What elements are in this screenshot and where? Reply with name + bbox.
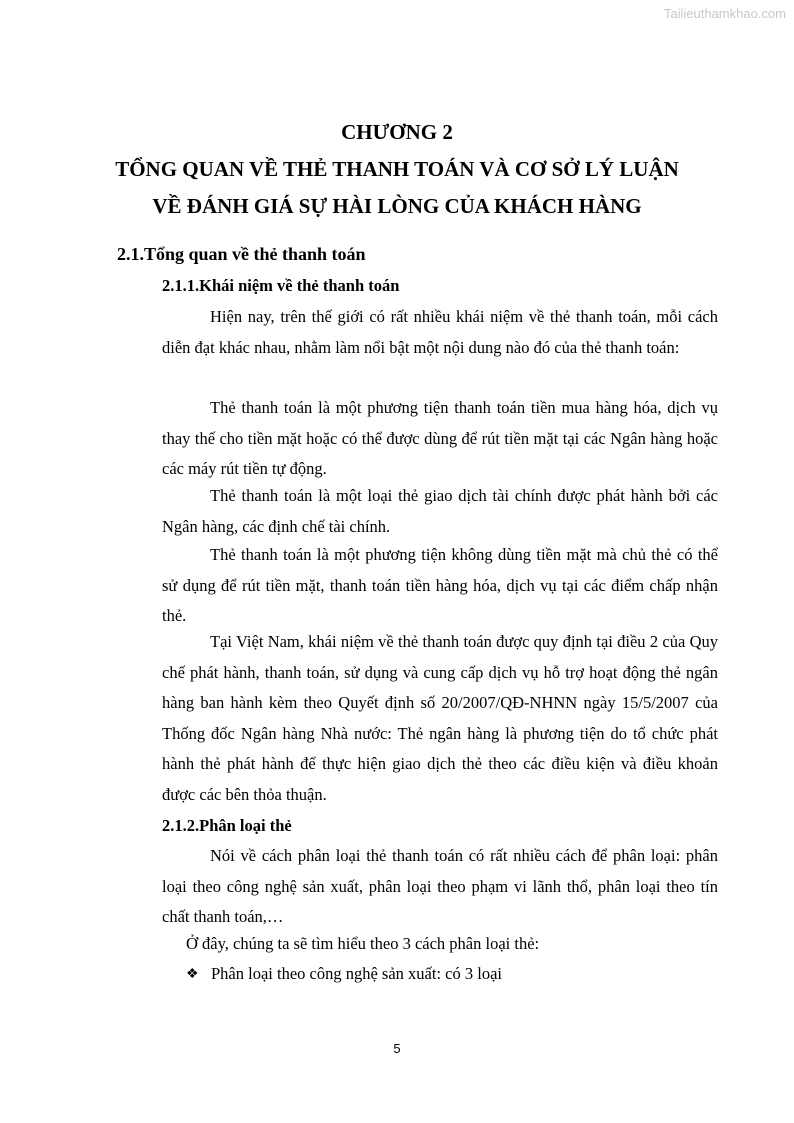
intro-line: Ở đây, chúng ta sẽ tìm hiểu theo 3 cách phân loại thẻ: [186, 934, 540, 953]
diamond-bullet-icon: ❖ [186, 967, 199, 982]
subsection-heading-1: 2.1.1.Khái niệm về thẻ thanh toán [162, 276, 400, 295]
paragraph: Nói về cách phân loại thẻ thanh toán có rất nhiều cách để phân loại: phân loại theo công nghệ sản xuất, phân loại theo phạm vi lãnh thổ, phân loại theo tín chất thanh toán,… [162, 846, 718, 926]
page-number: 5 [393, 1041, 401, 1056]
paragraph: Thẻ thanh toán là một loại thẻ giao dịch tài chính được phát hành bởi các Ngân hàng, các định chế tài chính. [162, 486, 718, 536]
watermark: Tailieuthamkhao.com [663, 6, 786, 21]
chapter-number: CHƯƠNG 2 [341, 120, 453, 144]
paragraph: Tại Việt Nam, khái niệm về thẻ thanh toán được quy định tại điều 2 của Quy chế phát hành, thanh toán, sử dụng và cung cấp dịch vụ hỗ trợ hoạt động thẻ ngân hàng ban hành kèm theo Quyết định số 20/2007/QĐ-NHNN ngày 15/5/2007 của Thống đốc Ngân hàng Nhà nước: Thẻ ngân hàng là phương tiện do tổ chức phát hành thẻ phát hành để thực hiện giao dịch thẻ theo các điều kiện và điều khoản được các bên thỏa thuận. [162, 632, 718, 804]
chapter-title-line2: VỀ ĐÁNH GIÁ SỰ HÀI LÒNG CỦA KHÁCH HÀNG [152, 194, 642, 218]
subsection-heading-2: 2.1.2.Phân loại thẻ [162, 816, 292, 835]
paragraph: Thẻ thanh toán là một phương tiện không dùng tiền mặt mà chủ thẻ có thể sử dụng để rút tiền mặt, thanh toán tiền hàng hóa, dịch vụ tại các điểm chấp nhận thẻ. [162, 545, 718, 625]
section-heading: 2.1.Tổng quan về thẻ thanh toán [117, 244, 366, 264]
paragraph: Hiện nay, trên thế giới có rất nhiều khái niệm về thẻ thanh toán, mỗi cách diễn đạt khác nhau, nhằm làm nổi bật một nội dung nào đó của thẻ thanh toán: [162, 307, 718, 357]
paragraph: Thẻ thanh toán là một phương tiện thanh toán tiền mua hàng hóa, dịch vụ thay thế cho tiền mặt hoặc có thể được dùng để rút tiền mặt tại các Ngân hàng hoặc các máy rút tiền tự động. [162, 398, 718, 478]
bullet-text: Phân loại theo công nghệ sản xuất: có 3 loại [211, 964, 502, 983]
chapter-title-line1: TỔNG QUAN VỀ THẺ THANH TOÁN VÀ CƠ SỞ LÝ LUẬN [115, 157, 679, 181]
